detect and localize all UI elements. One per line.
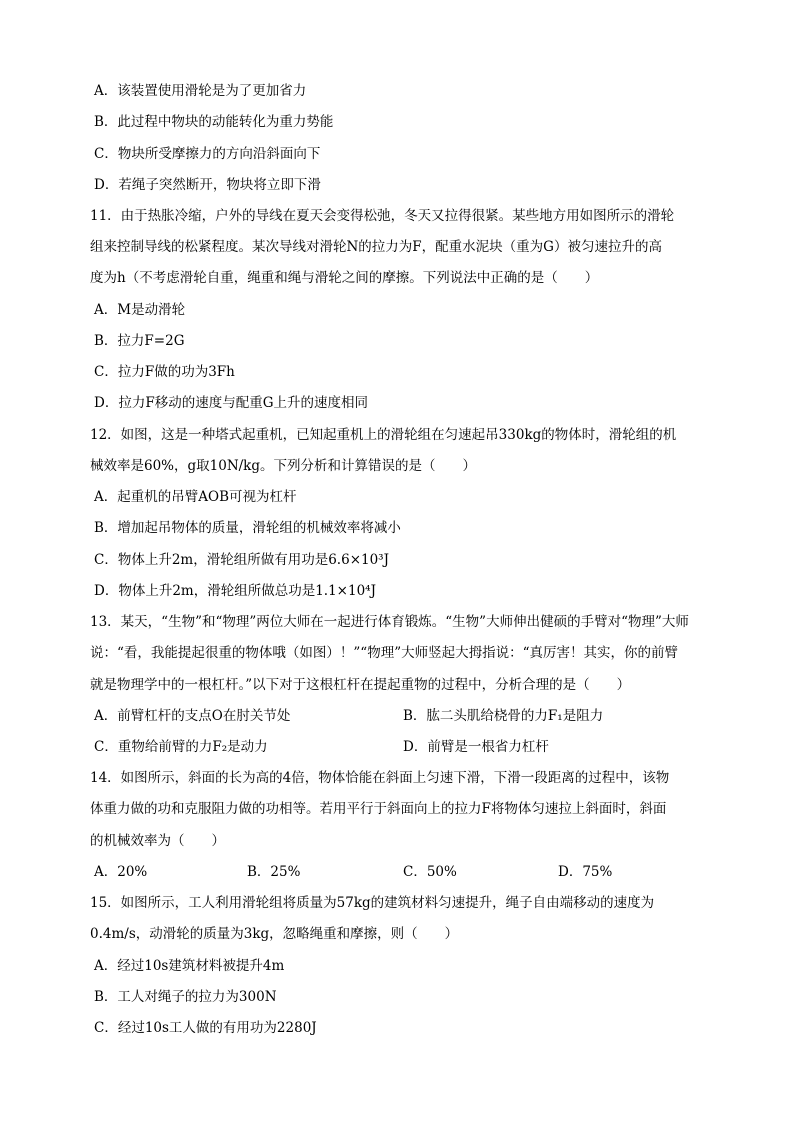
q10-option-c: C．物块所受摩擦力的方向沿斜面向下 <box>94 146 321 162</box>
q14-option-a: A．20% <box>94 864 148 880</box>
q14-option-b: B．25% <box>247 864 301 880</box>
q11-option-c: C．拉力F做的功为3Fh <box>94 364 235 380</box>
q14-stem-line-1: 14．如图所示，斜面的长为高的4倍，物体恰能在斜面上匀速下滑，下滑一段距离的过程中，该物 <box>90 770 670 786</box>
q11-option-a: A．M是动滑轮 <box>94 302 186 318</box>
q14-option-c: C．50% <box>403 864 457 880</box>
q12-option-c: C．物体上升2m，滑轮组所做有用功是6.6×10³J <box>94 552 390 568</box>
q10-option-a: A．该装置使用滑轮是为了更加省力 <box>94 83 307 99</box>
q15-stem-line-1: 15．如图所示，工人利用滑轮组将质量为57kg的建筑材料匀速提升，绳子自由端移动的速度为 <box>90 895 655 911</box>
q12-option-a: A．起重机的吊臂AOB可视为杠杆 <box>94 489 297 505</box>
q15-option-c: C．经过10s工人做的有用功为2280J <box>94 1020 317 1036</box>
q13-stem-line-3: 就是物理学中的一根杠杆。”以下对于这根杠杆在提起重物的过程中，分析合理的是（ ） <box>90 677 631 693</box>
q13-stem-line-1: 13．某天，“生物”和“物理”两位大师在一起进行体育锻炼。“生物”大师伸出健硕的手臂对“物理”大师 <box>90 614 689 630</box>
q13-option-a: A．前臂杠杆的支点O在肘关节处 <box>94 708 291 724</box>
q13-option-d: D．前臂是一根省力杠杆 <box>403 739 549 755</box>
q12-option-d: D．物体上升2m，滑轮组所做总功是1.1×10⁴J <box>94 583 376 599</box>
q12-stem-line-1: 12．如图，这是一种塔式起重机，已知起重机上的滑轮组在匀速起吊330kg的物体时，滑轮组的机 <box>90 427 677 443</box>
q15-stem-line-2: 0.4m/s，动滑轮的质量为3kg，忽略绳重和摩擦，则（ ） <box>90 926 459 942</box>
q13-stem-line-2: 说：“看，我能提起很重的物体哦（如图）！”“物理”大师竖起大拇指说：“真厉害！其实，你的前臂 <box>90 645 679 661</box>
q11-stem-line-2: 组来控制导线的松紧程度。某次导线对滑轮N的拉力为F，配重水泥块（重为G）被匀速拉升的高 <box>90 239 662 255</box>
q11-option-d: D．拉力F移动的速度与配重G上升的速度相同 <box>94 395 368 411</box>
q13-option-b: B．肱二头肌给桡骨的力F₁是阻力 <box>403 708 604 724</box>
q15-option-b: B．工人对绳子的拉力为300N <box>94 989 277 1005</box>
q13-option-c: C．重物给前臂的力F₂是动力 <box>94 739 268 755</box>
q10-option-b: B．此过程中物块的动能转化为重力势能 <box>94 114 334 130</box>
q10-option-d: D．若绳子突然断开，物块将立即下滑 <box>94 177 321 193</box>
q14-option-d: D．75% <box>558 864 613 880</box>
q11-stem-line-1: 11．由于热胀冷缩，户外的导线在夏天会变得松弛，冬天又拉得很紧。某些地方用如图所示的滑轮 <box>90 208 675 224</box>
q12-option-b: B．增加起吊物体的质量，滑轮组的机械效率将减小 <box>94 520 401 536</box>
q12-stem-line-2: 械效率是60%，g取10N/kg。下列分析和计算错误的是（ ） <box>90 458 477 474</box>
q14-stem-line-3: 的机械效率为（ ） <box>90 833 225 849</box>
q11-stem-line-3: 度为h（不考虑滑轮自重，绳重和绳与滑轮之间的摩擦。下列说法中正确的是（ ） <box>90 270 599 286</box>
q15-option-a: A．经过10s建筑材料被提升4m <box>94 958 285 974</box>
q11-option-b: B．拉力F=2G <box>94 333 185 349</box>
q14-stem-line-2: 体重力做的功和克服阻力做的功相等。若用平行于斜面向上的拉力F将物体匀速拉上斜面时，斜面 <box>90 801 667 817</box>
